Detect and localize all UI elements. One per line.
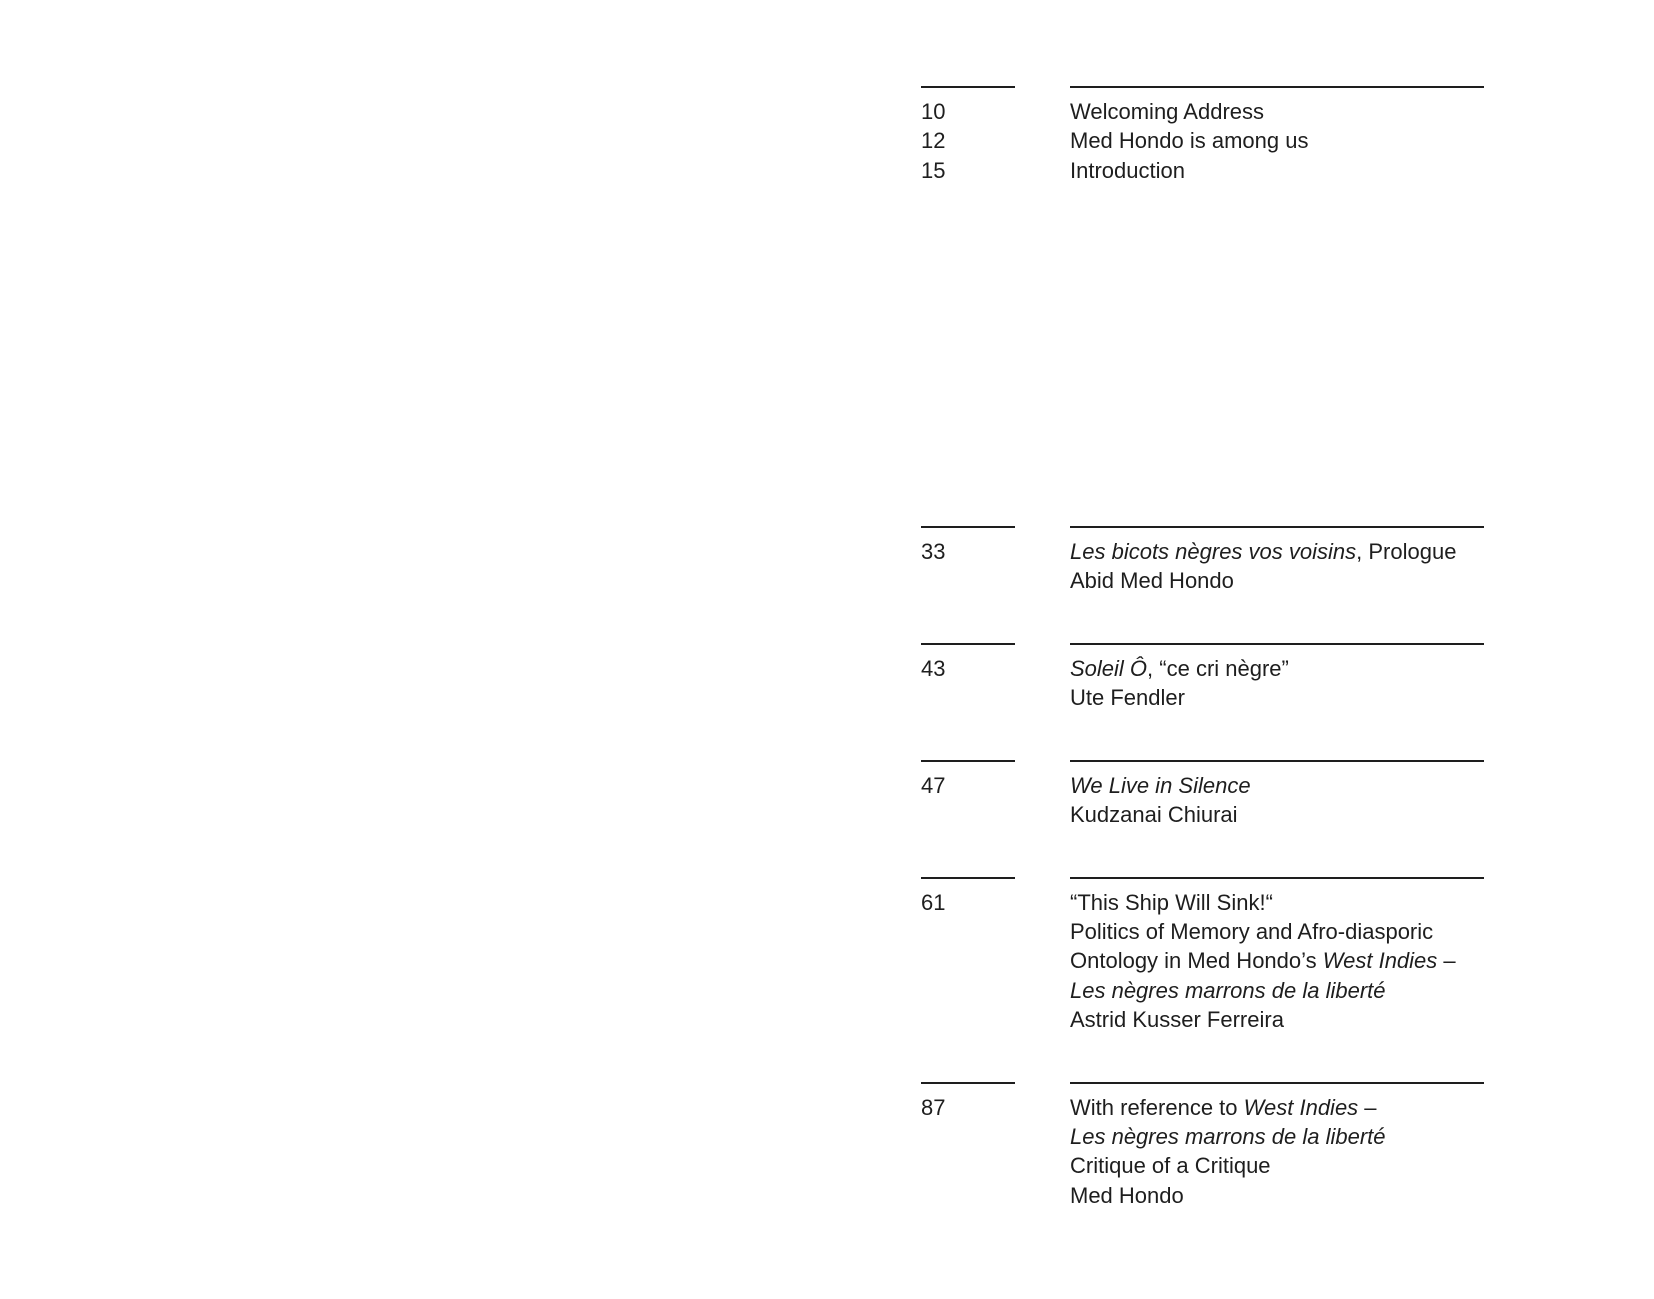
toc-entry[interactable]	[921, 97, 1484, 127]
page-number: 61	[921, 890, 946, 915]
entry-title: Med Hondo is among us	[1070, 128, 1309, 153]
divider-rule	[921, 86, 1015, 88]
entry-title-suffix: , “ce cri nègre”	[1147, 656, 1289, 681]
toc-entry[interactable]	[921, 537, 1484, 594]
divider-rule	[1070, 86, 1484, 88]
divider-rule	[1070, 877, 1484, 879]
entry-author: Med Hondo	[1070, 1182, 1184, 1208]
divider-rule	[1070, 643, 1484, 645]
divider-rule	[1070, 760, 1484, 762]
entry-author: Ute Fendler	[1070, 685, 1185, 711]
divider-rule	[921, 877, 1015, 879]
entry-title: Les nègres marrons de la liberté	[1070, 1124, 1386, 1150]
entry-author: Abid Med Hondo	[1070, 568, 1234, 594]
entry-title: Welcoming Address	[1070, 99, 1265, 124]
entry-subtitle: Politics of Memory and Afro-diasporic	[1070, 919, 1434, 945]
page-number: 12	[921, 128, 946, 153]
entry-title-suffix: –	[1358, 1095, 1377, 1120]
divider-rule	[1070, 1082, 1484, 1084]
divider-rule	[921, 760, 1015, 762]
entry-author: Astrid Kusser Ferreira	[1070, 1006, 1284, 1032]
toc-entry[interactable]	[921, 771, 1484, 828]
page-number: 10	[921, 99, 946, 124]
toc-entry[interactable]	[921, 156, 1484, 186]
page-number: 15	[921, 158, 946, 183]
entry-title	[1070, 654, 1484, 683]
divider-rule	[921, 643, 1015, 645]
entry-title: Introduction	[1070, 158, 1185, 183]
entry-title-italic: Les bicots nègres vos voisins	[1070, 539, 1357, 564]
entry-title: We Live in Silence	[1070, 773, 1251, 798]
entry-subtitle-suffix: –	[1437, 948, 1456, 974]
toc-entry[interactable]	[921, 654, 1484, 711]
entry-subtitle: Critique of a Critique	[1070, 1153, 1271, 1179]
page-number: 47	[921, 773, 946, 798]
divider-rule	[921, 1082, 1015, 1084]
entry-title-suffix: , Prologue	[1356, 539, 1457, 564]
entry-title-italic: West Indies	[1243, 1095, 1359, 1120]
entry-title-text: With reference to	[1070, 1095, 1244, 1120]
entry-subtitle	[1070, 946, 1484, 975]
entry-subtitle-italic: West Indies	[1322, 948, 1438, 974]
page-number: 33	[921, 539, 946, 564]
entry-subtitle: Les nègres marrons de la liberté	[1070, 977, 1386, 1003]
toc-entry[interactable]	[921, 1093, 1484, 1208]
toc-entry[interactable]	[921, 888, 1484, 1032]
entry-title: “This Ship Will Sink!“	[1070, 890, 1273, 915]
divider-rule	[1070, 526, 1484, 528]
toc-entry[interactable]	[921, 126, 1484, 156]
page-number: 43	[921, 656, 946, 681]
entry-subtitle-text: Ontology in Med Hondo’s	[1070, 948, 1323, 974]
entry-title	[1070, 537, 1484, 566]
entry-title	[1070, 1093, 1484, 1122]
page-number: 87	[921, 1095, 946, 1120]
divider-rule	[921, 526, 1015, 528]
entry-title-italic: Soleil Ô	[1070, 656, 1148, 681]
entry-author: Kudzanai Chiurai	[1070, 802, 1238, 828]
